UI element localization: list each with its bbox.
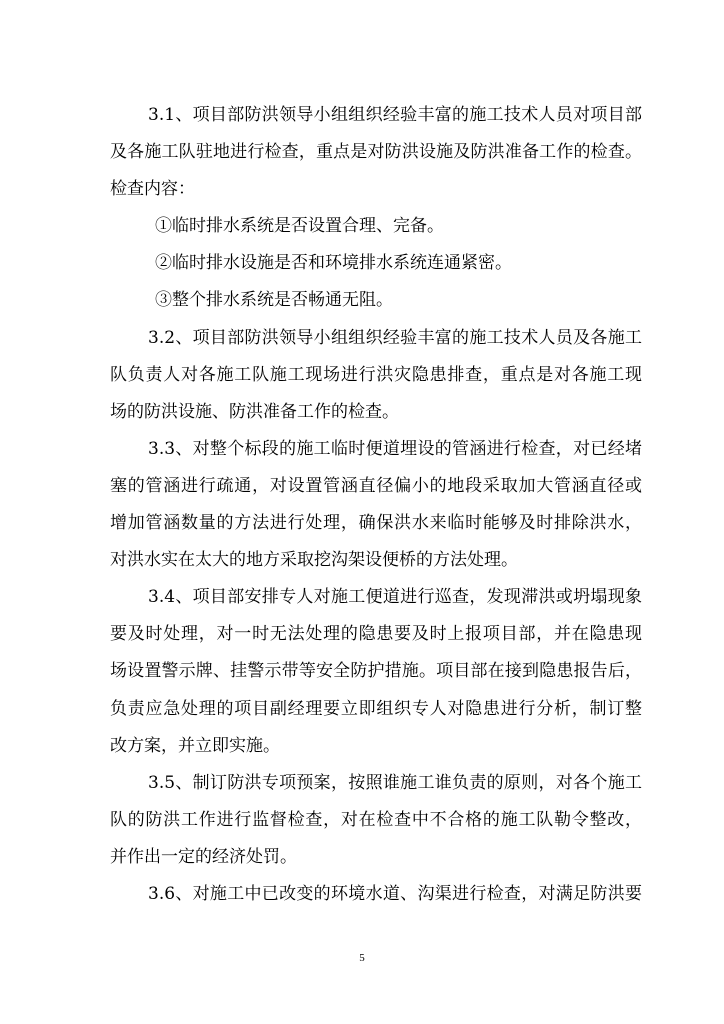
- text-line: 检查内容：: [110, 179, 195, 200]
- paragraph-3-5: [110, 765, 642, 876]
- paragraph-3-1: [110, 97, 642, 208]
- text-line: 对洪水实在太大的地方采取挖沟架设便桥的方法处理。: [110, 550, 518, 571]
- text-line: 场设置警示牌、挂警示带等安全防护措施。项目部在接到隐患报告后，: [110, 661, 642, 682]
- text-line: 及各施工队驻地进行检查，重点是对防洪设施及防洪准备工作的检查。: [110, 142, 642, 163]
- text-line: 场的防洪设施、防洪准备工作的检查。: [110, 401, 399, 422]
- text-line: 3.5、制订防洪专项预案，按照谁施工谁负责的原则，对各个施工: [148, 772, 642, 793]
- paragraph-3-3: [110, 431, 642, 579]
- text-line: 并作出一定的经济处罚。: [110, 846, 297, 867]
- page-number: 5: [359, 952, 365, 964]
- text-line: 3.6、对施工中已改变的环境水道、沟渠进行检查，对满足防洪要: [148, 883, 642, 904]
- paragraph-3-4: [110, 579, 642, 764]
- check-item-2: ②临时排水设施是否和环境排水系统连通紧密。: [155, 253, 512, 274]
- check-item-1: ①临时排水系统是否设置合理、完备。: [155, 216, 444, 237]
- text-line: 增加管涵数量的方法进行处理，确保洪水来临时能够及时排除洪水，: [110, 513, 642, 534]
- text-line: 3.4、项目部安排专人对施工便道进行巡查，发现滞洪或坍塌现象: [148, 587, 642, 608]
- text-line: 要及时处理，对一时无法处理的隐患要及时上报项目部，并在隐患现: [110, 624, 642, 645]
- text-line: 队的防洪工作进行监督检查，对在检查中不合格的施工队勒令整改，: [110, 809, 642, 830]
- text-line: 3.2、项目部防洪领导小组组织经验丰富的施工技术人员及各施工: [148, 327, 642, 348]
- check-item-3: ③整个排水系统是否畅通无阻。: [155, 290, 393, 311]
- text-line: 3.1、项目部防洪领导小组组织经验丰富的施工技术人员对项目部: [148, 105, 642, 125]
- paragraph-3-2: [110, 320, 642, 431]
- text-line: 改方案，并立即实施。: [110, 735, 280, 756]
- text-line: 3.3、对整个标段的施工临时便道埋设的管涵进行检查，对已经堵: [148, 438, 642, 459]
- paragraph-3-6: [110, 876, 642, 913]
- text-line: 负责应急处理的项目副经理要立即组织专人对隐患进行分析，制订整: [110, 698, 642, 719]
- body-text: [110, 97, 642, 913]
- text-line: 塞的管涵进行疏通，对设置管涵直径偏小的地段采取加大管涵直径或: [110, 475, 642, 496]
- text-line: 队负责人对各施工队施工现场进行洪灾隐患排查，重点是对各施工现: [110, 364, 642, 385]
